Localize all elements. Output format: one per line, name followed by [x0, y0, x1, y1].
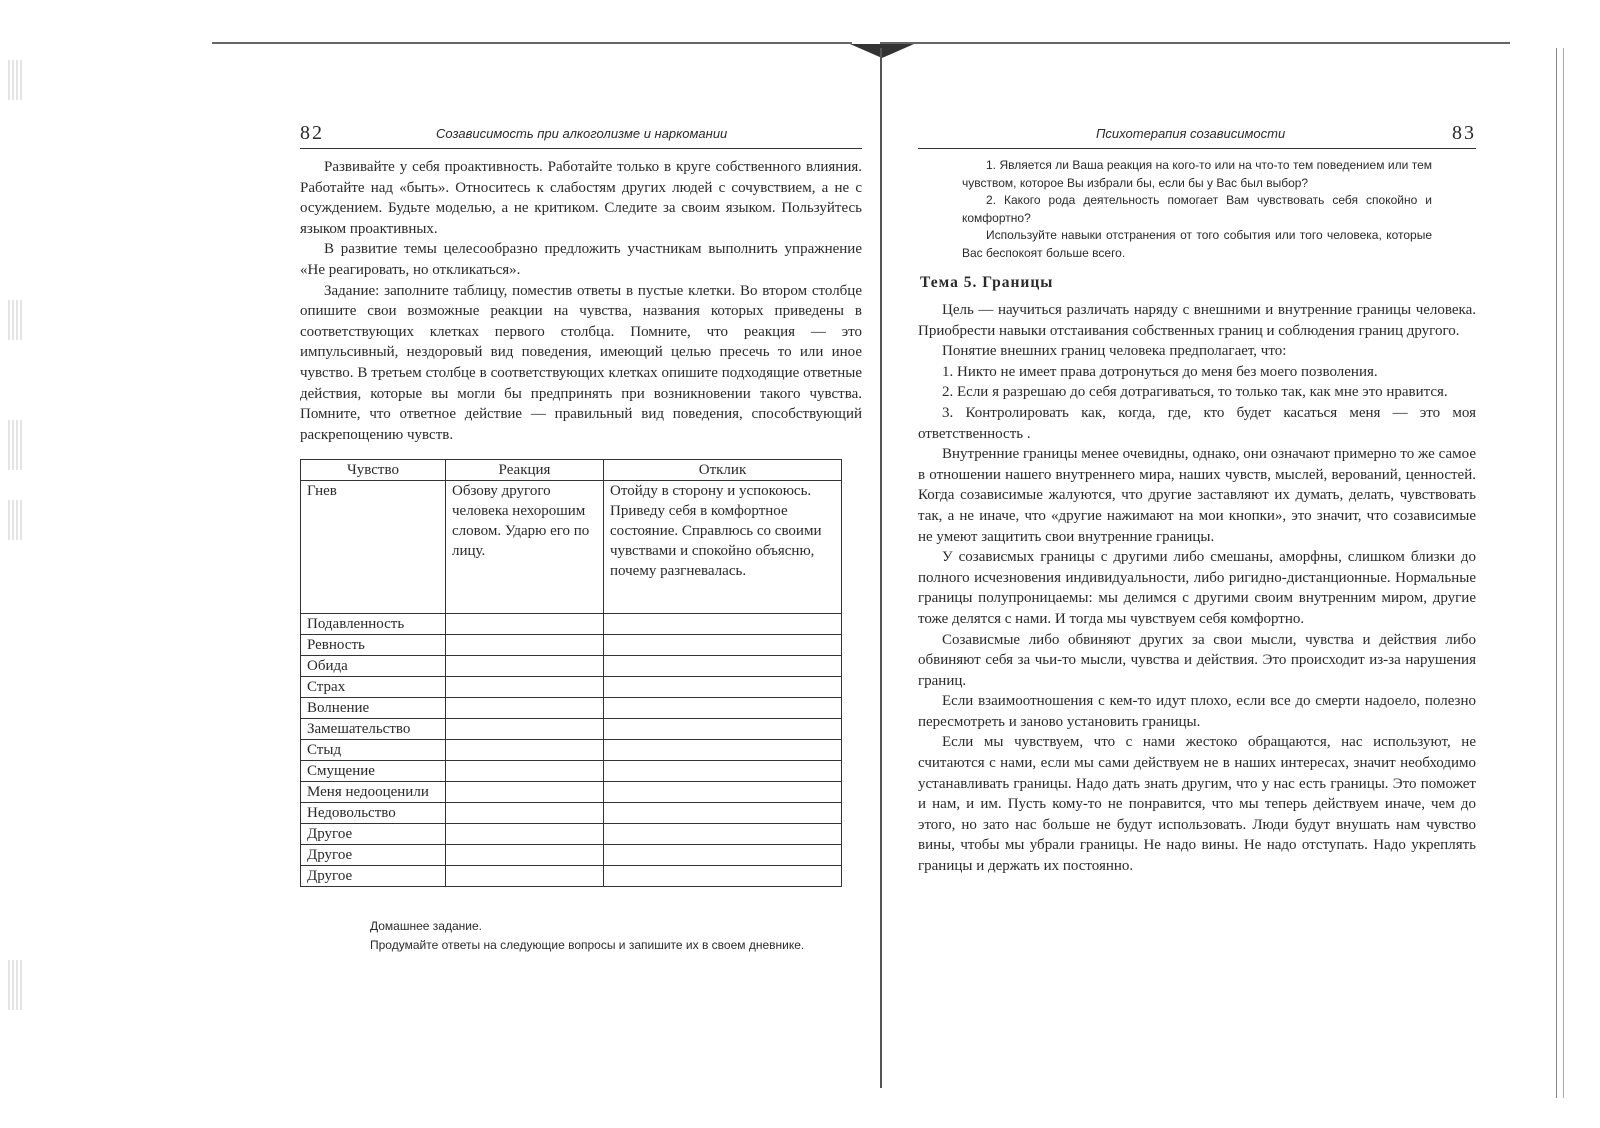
- table-row: [301, 803, 842, 824]
- question: Используйте навыки отстранения от того события или того человека, которые Вас беспокоят больше всего.: [962, 228, 1432, 260]
- response-cell: [604, 677, 842, 698]
- feeling-cell: Гнев: [301, 481, 446, 614]
- reaction-cell: [446, 740, 604, 761]
- table-body: [301, 481, 842, 887]
- reaction-cell: [446, 614, 604, 635]
- feeling-cell: Подавленность: [301, 614, 446, 635]
- response-cell: [604, 866, 842, 887]
- table-header-cell: Реакция: [446, 460, 604, 481]
- left-paragraph: Развивайте у себя проактивность. Работайте только в круге собственного влияния. Работайте над «быть». Относитесь к слабостям других людей с сочувствием, а не с осуждением. Будьте моделью, а не критиком. Следите за своим языком. Пользуйтесь языком проактивных.: [300, 159, 862, 237]
- left-running-head: [300, 118, 862, 149]
- scan-margin-noise: [8, 60, 24, 100]
- table-row: [301, 782, 842, 803]
- right-paragraph: Цель — научиться различать наряду с внешними и внутренние границы человека. Приобрести навыки отстаивания собственных границ и соблюдения границ другого.: [918, 302, 1476, 339]
- table-row: [301, 635, 842, 656]
- feeling-cell: Другое: [301, 866, 446, 887]
- reaction-cell: [446, 635, 604, 656]
- reaction-cell: Обзову другого человека нехорошим словом. Ударю его по лицу.: [446, 481, 604, 614]
- right-paragraph: Если мы чувствуем, что с нами жестоко обращаются, нас используют, не считаются с нами, если мы сами действуем не в наших интересах, значит необходимо устанавливать границы. Надо дать знать другим, что у нас есть границы. Это поможет и нам, и им. Пусть кому-то не понравится, что мы теперь действуем иначе, чем до этого, но зато нас больше не будут использовать. Люди будут внушать нам чувство вины, чтобы мы убрали границы. Не надо вины. Не надо отступать. Надо укреплять границы и держать их постоянно.: [918, 734, 1476, 875]
- table-row: [301, 698, 842, 719]
- response-cell: Отойду в сторону и успокоюсь. Приведу себя в комфортное состояние. Справлюсь со своими чувствами и спокойно объясню, почему разгневалась.: [604, 481, 842, 614]
- response-cell: [604, 845, 842, 866]
- right-page-number: 83: [1452, 122, 1476, 144]
- right-running-title: Психотерапия созависимости: [1096, 126, 1286, 141]
- response-cell: [604, 824, 842, 845]
- page-edge-outer: [1563, 48, 1564, 1098]
- section-heading: Тема 5. Границы: [920, 274, 1054, 291]
- scan-margin-noise: [8, 420, 24, 470]
- table-header-cell: Отклик: [604, 460, 842, 481]
- reaction-cell: [446, 719, 604, 740]
- left-page: [300, 118, 862, 955]
- scan-margin-noise: [8, 300, 24, 340]
- right-paragraph: Созависмые либо обвиняют других за свои мысли, чувства и действия либо обвиняют себя за чьи-то мысли, чувства и действия. Это происходит из-за нарушения границ.: [918, 631, 1476, 689]
- feeling-cell: Стыд: [301, 740, 446, 761]
- response-cell: [604, 635, 842, 656]
- response-cell: [604, 614, 842, 635]
- right-paragraph: 2. Если я разрешаю до себя дотрагиваться, то только так, как мне это нравится.: [942, 384, 1448, 401]
- right-page: [918, 118, 1476, 877]
- table-header-row: [301, 460, 842, 481]
- table-row: [301, 614, 842, 635]
- left-running-title: Созависимость при алкоголизме и наркомании: [436, 126, 728, 141]
- right-running-head: [918, 118, 1476, 149]
- table-row: [301, 481, 842, 614]
- feeling-cell: Замешательство: [301, 719, 446, 740]
- feeling-cell: Недовольство: [301, 803, 446, 824]
- reaction-cell: [446, 698, 604, 719]
- homework-text: Продумайте ответы на следующие вопросы и запишите их в своем дневнике.: [370, 938, 805, 953]
- response-cell: [604, 761, 842, 782]
- left-page-number: 82: [300, 122, 324, 144]
- scan-margin-noise: [8, 500, 24, 540]
- response-cell: [604, 803, 842, 824]
- reaction-cell: [446, 761, 604, 782]
- question: 2. Какого рода деятельность помогает Вам чувствовать себя спокойно и комфортно?: [962, 193, 1432, 225]
- page-edge: [1556, 48, 1557, 1098]
- response-cell: [604, 782, 842, 803]
- feeling-cell: Ревность: [301, 635, 446, 656]
- right-paragraph: Если взаимоотношения с кем-то идут плохо, если все до смерти надоело, полезно пересмотреть и заново установить границы.: [918, 693, 1476, 730]
- scan-margin-noise: [8, 960, 24, 1010]
- spine-notch: [850, 44, 914, 58]
- right-paragraph: У созависмых границы с другими либо смешаны, аморфны, слишком близки до полного исчезновения индивидуальности, либо ригидно-дистанционные. Нормальные границы полупроницаемы: мы делимся с другими своим внутренним миром, другие тоже делятся с нами. И тогда мы чувствуем себя комфортно.: [918, 549, 1476, 627]
- homework-questions: [962, 157, 1432, 262]
- reaction-cell: [446, 656, 604, 677]
- feeling-cell: Волнение: [301, 698, 446, 719]
- table-row: [301, 740, 842, 761]
- right-paragraph: Понятие внешних границ человека предполагает, что:: [942, 343, 1287, 360]
- feeling-cell: Обида: [301, 656, 446, 677]
- right-paragraph: 1. Никто не имеет права дотронуться до меня без моего позволения.: [942, 363, 1378, 380]
- top-edge-rule: [212, 42, 852, 44]
- left-paragraph: Задание: заполните таблицу, поместив ответы в пустые клетки. Во втором столбце опишите свои возможные реакции на чувства, названия которых приведены в соответствующих клетках первого столбца. Помните, что реакция — это импульсивный, нездоровый вид поведения, имеющий целью пресечь то или иное чувство. В третьем столбце в соответствующих клетках опишите подходящие ответные действия, которые вы могли бы предпринять при возникновении такого чувства. Помните, что ответное действие — правильный вид поведения, способствующий раскрепощению чувств.: [300, 282, 862, 443]
- feeling-cell: Меня недооценили: [301, 782, 446, 803]
- book-spine: [880, 48, 882, 1088]
- table-row: [301, 656, 842, 677]
- table-row: [301, 677, 842, 698]
- reaction-cell: [446, 845, 604, 866]
- homework-block: [370, 917, 810, 955]
- feeling-cell: Другое: [301, 845, 446, 866]
- table-header-cell: Чувство: [301, 460, 446, 481]
- response-cell: [604, 740, 842, 761]
- reaction-cell: [446, 782, 604, 803]
- table-row: [301, 845, 842, 866]
- feelings-table: [300, 459, 842, 887]
- table-row: [301, 866, 842, 887]
- top-edge-rule-right: [880, 42, 1510, 44]
- feeling-cell: Другое: [301, 824, 446, 845]
- right-paragraph: 3. Контролировать как, когда, где, кто будет касаться меня — это моя ответственность .: [918, 404, 1476, 442]
- left-paragraph: В развитие темы целесообразно предложить участникам выполнить упражнение «Не реагировать, но откликаться».: [300, 241, 862, 278]
- reaction-cell: [446, 677, 604, 698]
- feeling-cell: Страх: [301, 677, 446, 698]
- feeling-cell: Смущение: [301, 761, 446, 782]
- table-row: [301, 761, 842, 782]
- table-row: [301, 824, 842, 845]
- response-cell: [604, 656, 842, 677]
- homework-title: Домашнее задание.: [370, 919, 482, 934]
- response-cell: [604, 719, 842, 740]
- reaction-cell: [446, 866, 604, 887]
- right-paragraph: Внутренние границы менее очевидны, однако, они означают примерно то же самое в отношении нашего внутреннего мира, наших чувств, мыслей, верований, ценностей. Когда созависимые жалуются, что другие заставляют их думать, делать, чувствовать так, а не иначе, что «другие нажимают на мои кнопки», это значит, что созависимые не умеют защитить свои внутренние границы.: [918, 446, 1476, 545]
- table-row: [301, 719, 842, 740]
- question: 1. Является ли Ваша реакция на кого-то или на что-то тем поведением или тем чувством, которое Вы избрали бы, если бы у Вас был выбор?: [962, 158, 1432, 190]
- response-cell: [604, 698, 842, 719]
- reaction-cell: [446, 824, 604, 845]
- reaction-cell: [446, 803, 604, 824]
